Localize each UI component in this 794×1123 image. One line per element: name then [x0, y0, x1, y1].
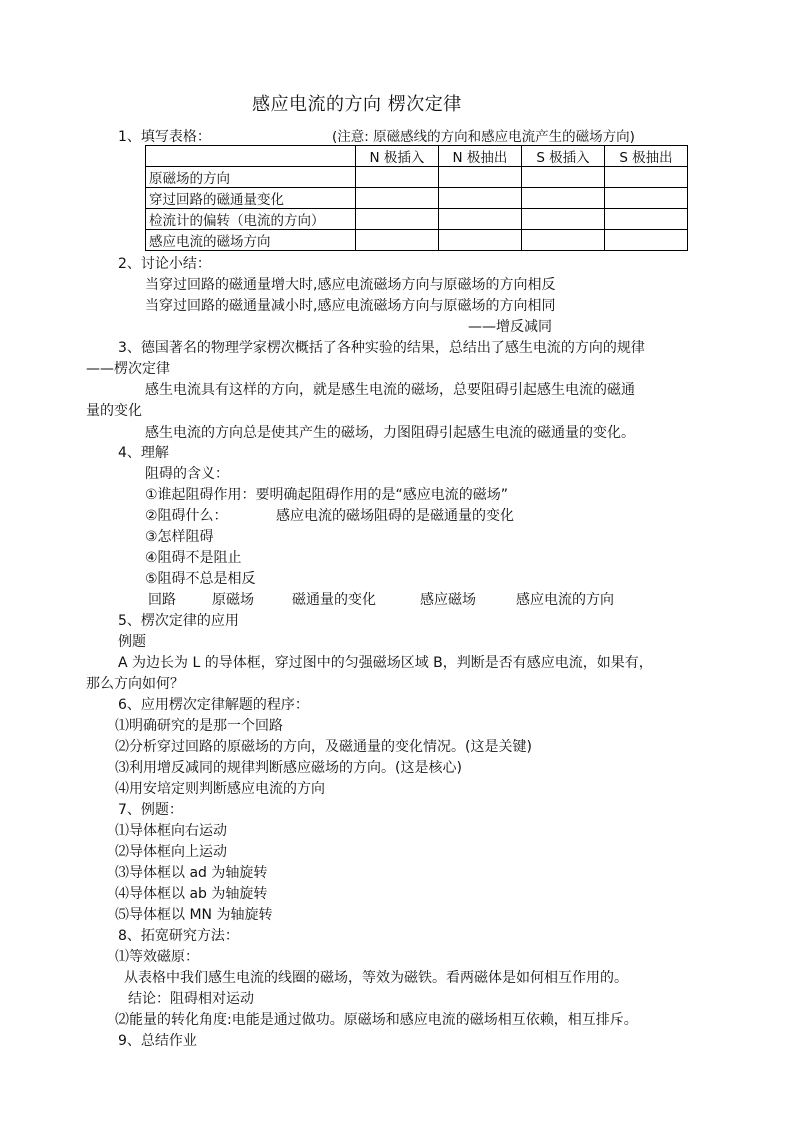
section-1-note: (注意: 原磁感线的方向和感应电流产生的磁场方向) — [332, 129, 635, 145]
section-1-heading: 1、填写表格： — [118, 129, 211, 145]
example-item: ⑷导体框以 ab 为轴旋转 — [115, 886, 268, 902]
table-cell — [605, 230, 688, 251]
example-label: 例题 — [118, 634, 146, 650]
section-9-heading: 9、总结作业 — [118, 1033, 197, 1049]
example-question: A 为边长为 L 的导体框，穿过图中的匀强磁场区域 B，判断是否有感应电流，如果有， — [118, 655, 653, 671]
table-cell — [439, 167, 522, 188]
table-cell — [356, 188, 439, 209]
list-item-detail: 感应电流的磁场阻碍的是磁通量的变化 — [276, 508, 514, 524]
example-question: 那么方向如何？ — [86, 676, 184, 692]
keyword: 回路 — [148, 592, 176, 608]
example-item: ⑴导体框向右运动 — [115, 823, 227, 839]
table-cell — [605, 188, 688, 209]
section-7-heading: 7、例题： — [118, 802, 183, 818]
table-header-row — [146, 146, 688, 167]
list-item: ③怎样阻碍 — [145, 529, 214, 545]
section-4-heading: 4、理解 — [118, 445, 169, 461]
table-header-cell — [146, 146, 356, 167]
section-3-text: 量的变化 — [86, 403, 142, 419]
page-title: 感应电流的方向 楞次定律 — [252, 94, 462, 115]
example-item: ⑵导体框向上运动 — [115, 844, 227, 860]
table-row-label: 穿过回路的磁通量变化 — [146, 188, 356, 209]
table-cell — [439, 230, 522, 251]
summary-line-increase: 当穿过回路的磁通量增大时,感应电流磁场方向与原磁场的方向相反 — [145, 277, 556, 293]
table-row-label: 原磁场的方向 — [146, 167, 356, 188]
procedure-step: ⑴明确研究的是那一个回路 — [115, 718, 283, 734]
keyword: 磁通量的变化 — [292, 592, 376, 608]
procedure-step: ⑵分析穿过回路的原磁场的方向，及磁通量的变化情况。(这是关键) — [115, 739, 532, 755]
section-3-text: 3、德国著名的物理学家楞次概括了各种实验的结果，总结出了感生电流的方向的规律 — [118, 340, 645, 356]
list-item: ②阻碍什么： — [145, 508, 228, 524]
example-item: ⑸导体框以 MN 为轴旋转 — [115, 907, 273, 923]
section-3-text: ——楞次定律 — [86, 361, 170, 377]
table-cell — [356, 167, 439, 188]
table-row — [146, 230, 688, 251]
section-3-text: 感生电流具有这样的方向，就是感生电流的磁场，总要阻碍引起感生电流的磁通 — [145, 382, 635, 398]
table-row — [146, 167, 688, 188]
summary-line-decrease: 当穿过回路的磁通量减小时,感应电流磁场方向与原磁场的方向相同 — [145, 298, 556, 314]
table-cell — [439, 209, 522, 230]
method-item: ⑴等效磁原： — [115, 949, 199, 965]
table-row-label: 感应电流的磁场方向 — [146, 230, 356, 251]
section-2-heading: 2、讨论小结： — [118, 256, 211, 272]
section-3-text: 感生电流的方向总是使其产生的磁场，力图阻碍引起感生电流的磁通量的变化。 — [145, 425, 635, 441]
example-item: ⑶导体框以 ad 为轴旋转 — [115, 865, 268, 881]
section-6-heading: 6、应用楞次定律解题的程序： — [118, 697, 309, 713]
table-row — [146, 209, 688, 230]
summary-phrase: ——增反减同 — [468, 319, 552, 335]
table-row — [146, 188, 688, 209]
list-item: ④阻碍不是阻止 — [145, 550, 242, 566]
fill-in-table — [145, 145, 688, 251]
section-4-subheading: 阻碍的含义： — [145, 466, 229, 482]
section-8-heading: 8、拓宽研究方法： — [118, 928, 239, 944]
table-cell — [522, 209, 605, 230]
table-cell — [522, 188, 605, 209]
table-cell — [522, 230, 605, 251]
keyword: 感应电流的方向 — [516, 592, 614, 608]
list-item: ①谁起阻碍作用：要明确起阻碍作用的是“感应电流的磁场” — [145, 487, 509, 503]
list-item: ⑤阻碍不总是相反 — [145, 571, 256, 587]
table-cell — [605, 209, 688, 230]
table-cell — [356, 209, 439, 230]
table-cell — [605, 167, 688, 188]
table-header-cell: N 极抽出 — [439, 146, 522, 167]
method-text: 从表格中我们感生电流的线圈的磁场，等效为磁铁。看两磁体是如何相互作用的。 — [124, 970, 628, 986]
section-5-heading: 5、楞次定律的应用 — [118, 613, 239, 629]
keyword: 原磁场 — [212, 592, 254, 608]
table-cell — [439, 188, 522, 209]
procedure-step: ⑷用安培定则判断感应电流的方向 — [115, 781, 325, 797]
keyword: 感应磁场 — [420, 592, 476, 608]
table-header-cell: S 极抽出 — [605, 146, 688, 167]
table-header-cell: N 极插入 — [356, 146, 439, 167]
table-header-cell: S 极插入 — [522, 146, 605, 167]
method-item: ⑵能量的转化角度:电能是通过做功。原磁场和感应电流的磁场相互依赖，相互排斥。 — [115, 1012, 638, 1028]
procedure-step: ⑶利用增反减同的规律判断感应磁场的方向。(这是核心) — [115, 760, 462, 776]
method-conclusion: 结论：阻碍相对运动 — [128, 991, 254, 1007]
table-cell — [356, 230, 439, 251]
table-row-label: 检流计的偏转（电流的方向） — [146, 209, 356, 230]
table-cell — [522, 167, 605, 188]
